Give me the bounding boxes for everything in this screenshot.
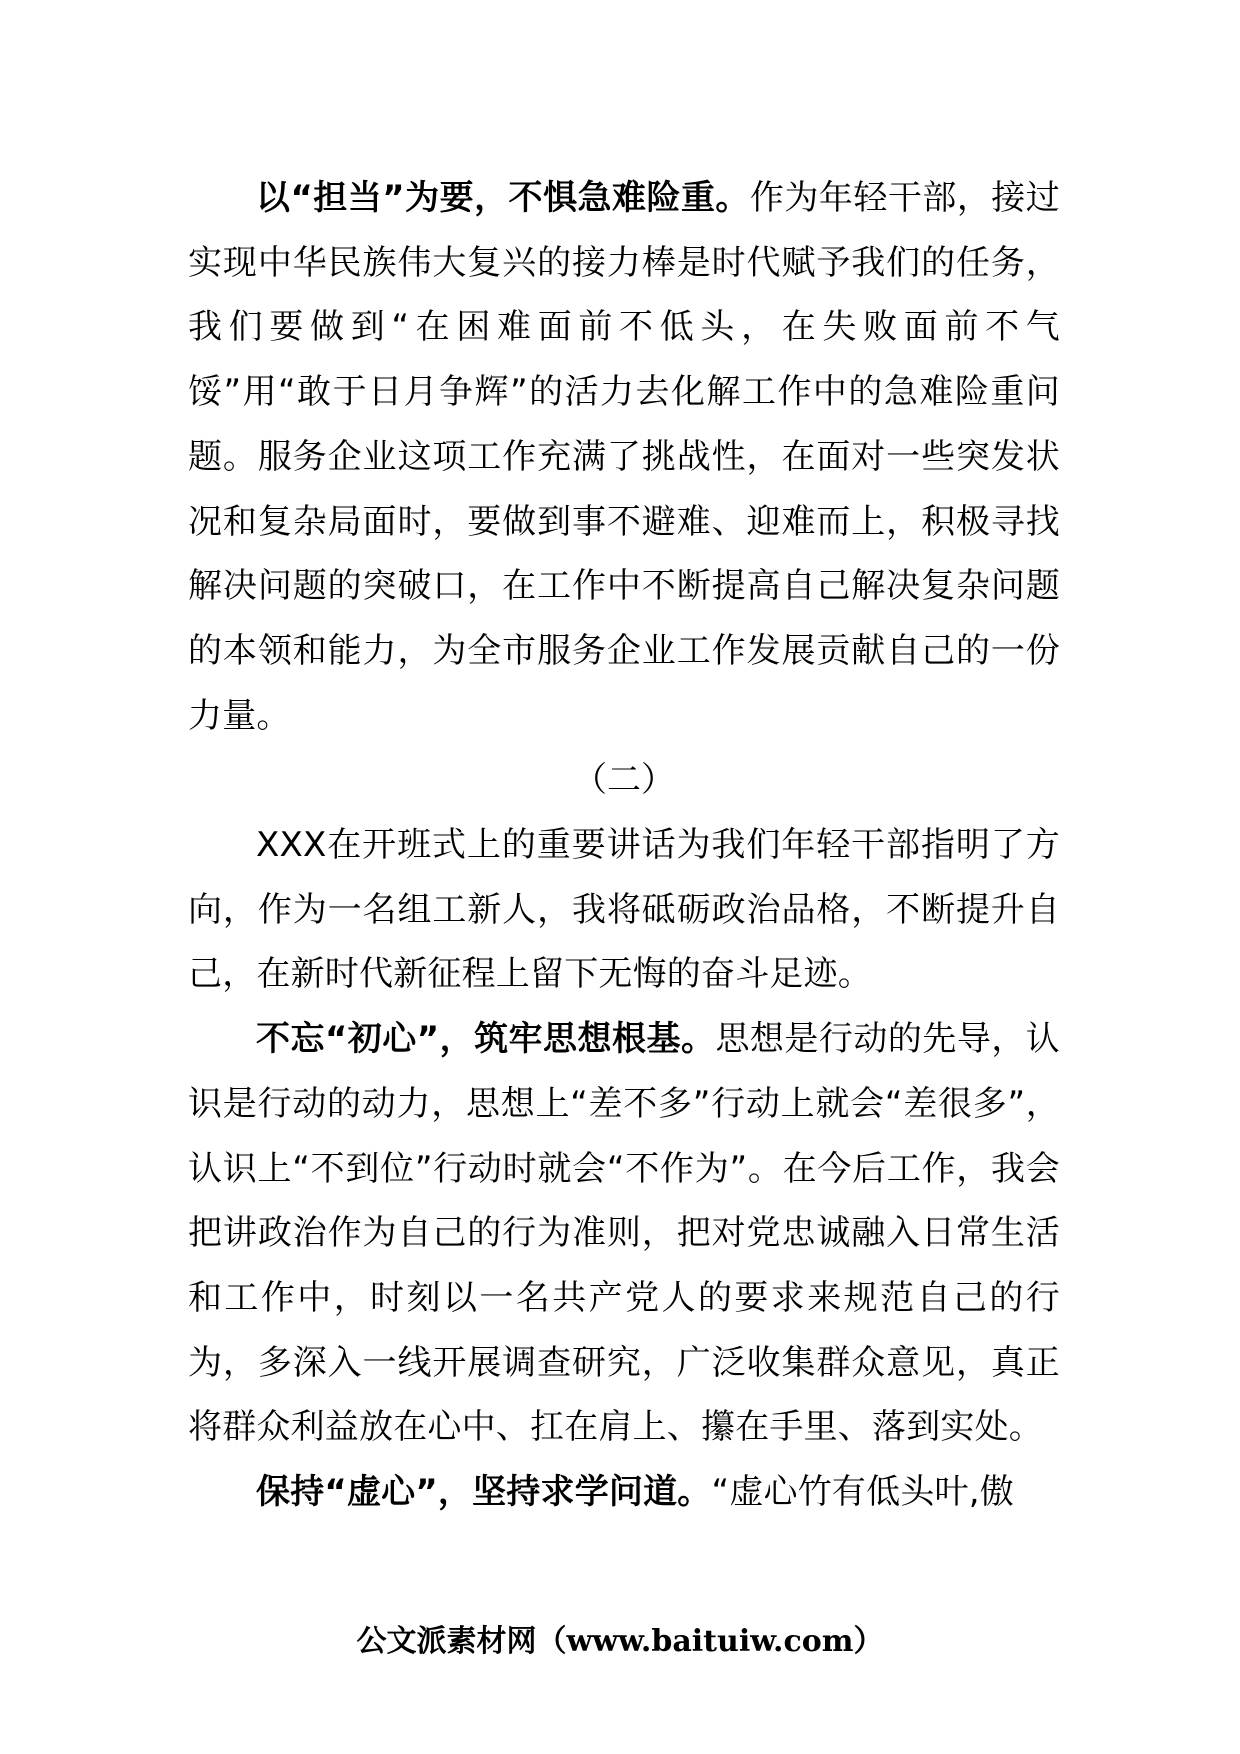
paragraph-lead: 保持“虚心”，坚持求学问道。 bbox=[256, 1472, 712, 1513]
paragraph-text: 作为年轻干部，接过实现中华民族伟大复兴的接力棒是时代赋予我们的任务，我们要做到“在困难面前不低头，在失败面前不气馁”用“敢于日月争辉”的活力去化解工作中的急难险重问题。服务企业这项工作充满了挑战性，在面对一些突发状况和复杂局面时，要做到事不避难、迎难而上，积极寻找解决问题的突破口，在工作中不断提高自己解决复杂问题的本领和能力，为全市服务企业工作发展贡献自己的一份力量。 bbox=[188, 178, 1060, 736]
paragraph-chuXin bbox=[188, 1007, 1060, 1460]
paragraph-intro bbox=[188, 813, 1060, 1007]
paragraph-text: 思想是行动的先导，认识是行动的动力，思想上“差不多”行动上就会“差很多”，认识上“不到位”行动时就会“不作为”。在今后工作，我会把讲政治作为自己的行为准则，把对党忠诚融入日常生活和工作中，时刻以一名共产党人的要求来规范自己的行为，多深入一线开展调查研究，广泛收集群众意见，真正将群众利益放在心中、扛在肩上、攥在手里、落到实处。 bbox=[188, 1019, 1060, 1448]
footer-source: 公文派素材网（www.baituiw.com） bbox=[356, 1624, 884, 1659]
paragraph-lead: 不忘“初心”，筑牢思想根基。 bbox=[256, 1019, 716, 1060]
paragraph-text: “虚心竹有低头叶,傲 bbox=[711, 1472, 1014, 1513]
document-body bbox=[188, 166, 1060, 1525]
section-heading: （二） bbox=[573, 760, 675, 801]
paragraph-text: XXX在开班式上的重要讲话为我们年轻干部指明了方向，作为一名组工新人，我将砥砺政治品格，不断提升自己，在新时代新征程上留下无悔的奋斗足迹。 bbox=[188, 825, 1060, 995]
paragraph-lead: 以“担当”为要，不惧急难险重。 bbox=[256, 178, 750, 218]
paragraph-xuXin bbox=[188, 1460, 1060, 1525]
paragraph-danDang bbox=[188, 166, 1060, 748]
